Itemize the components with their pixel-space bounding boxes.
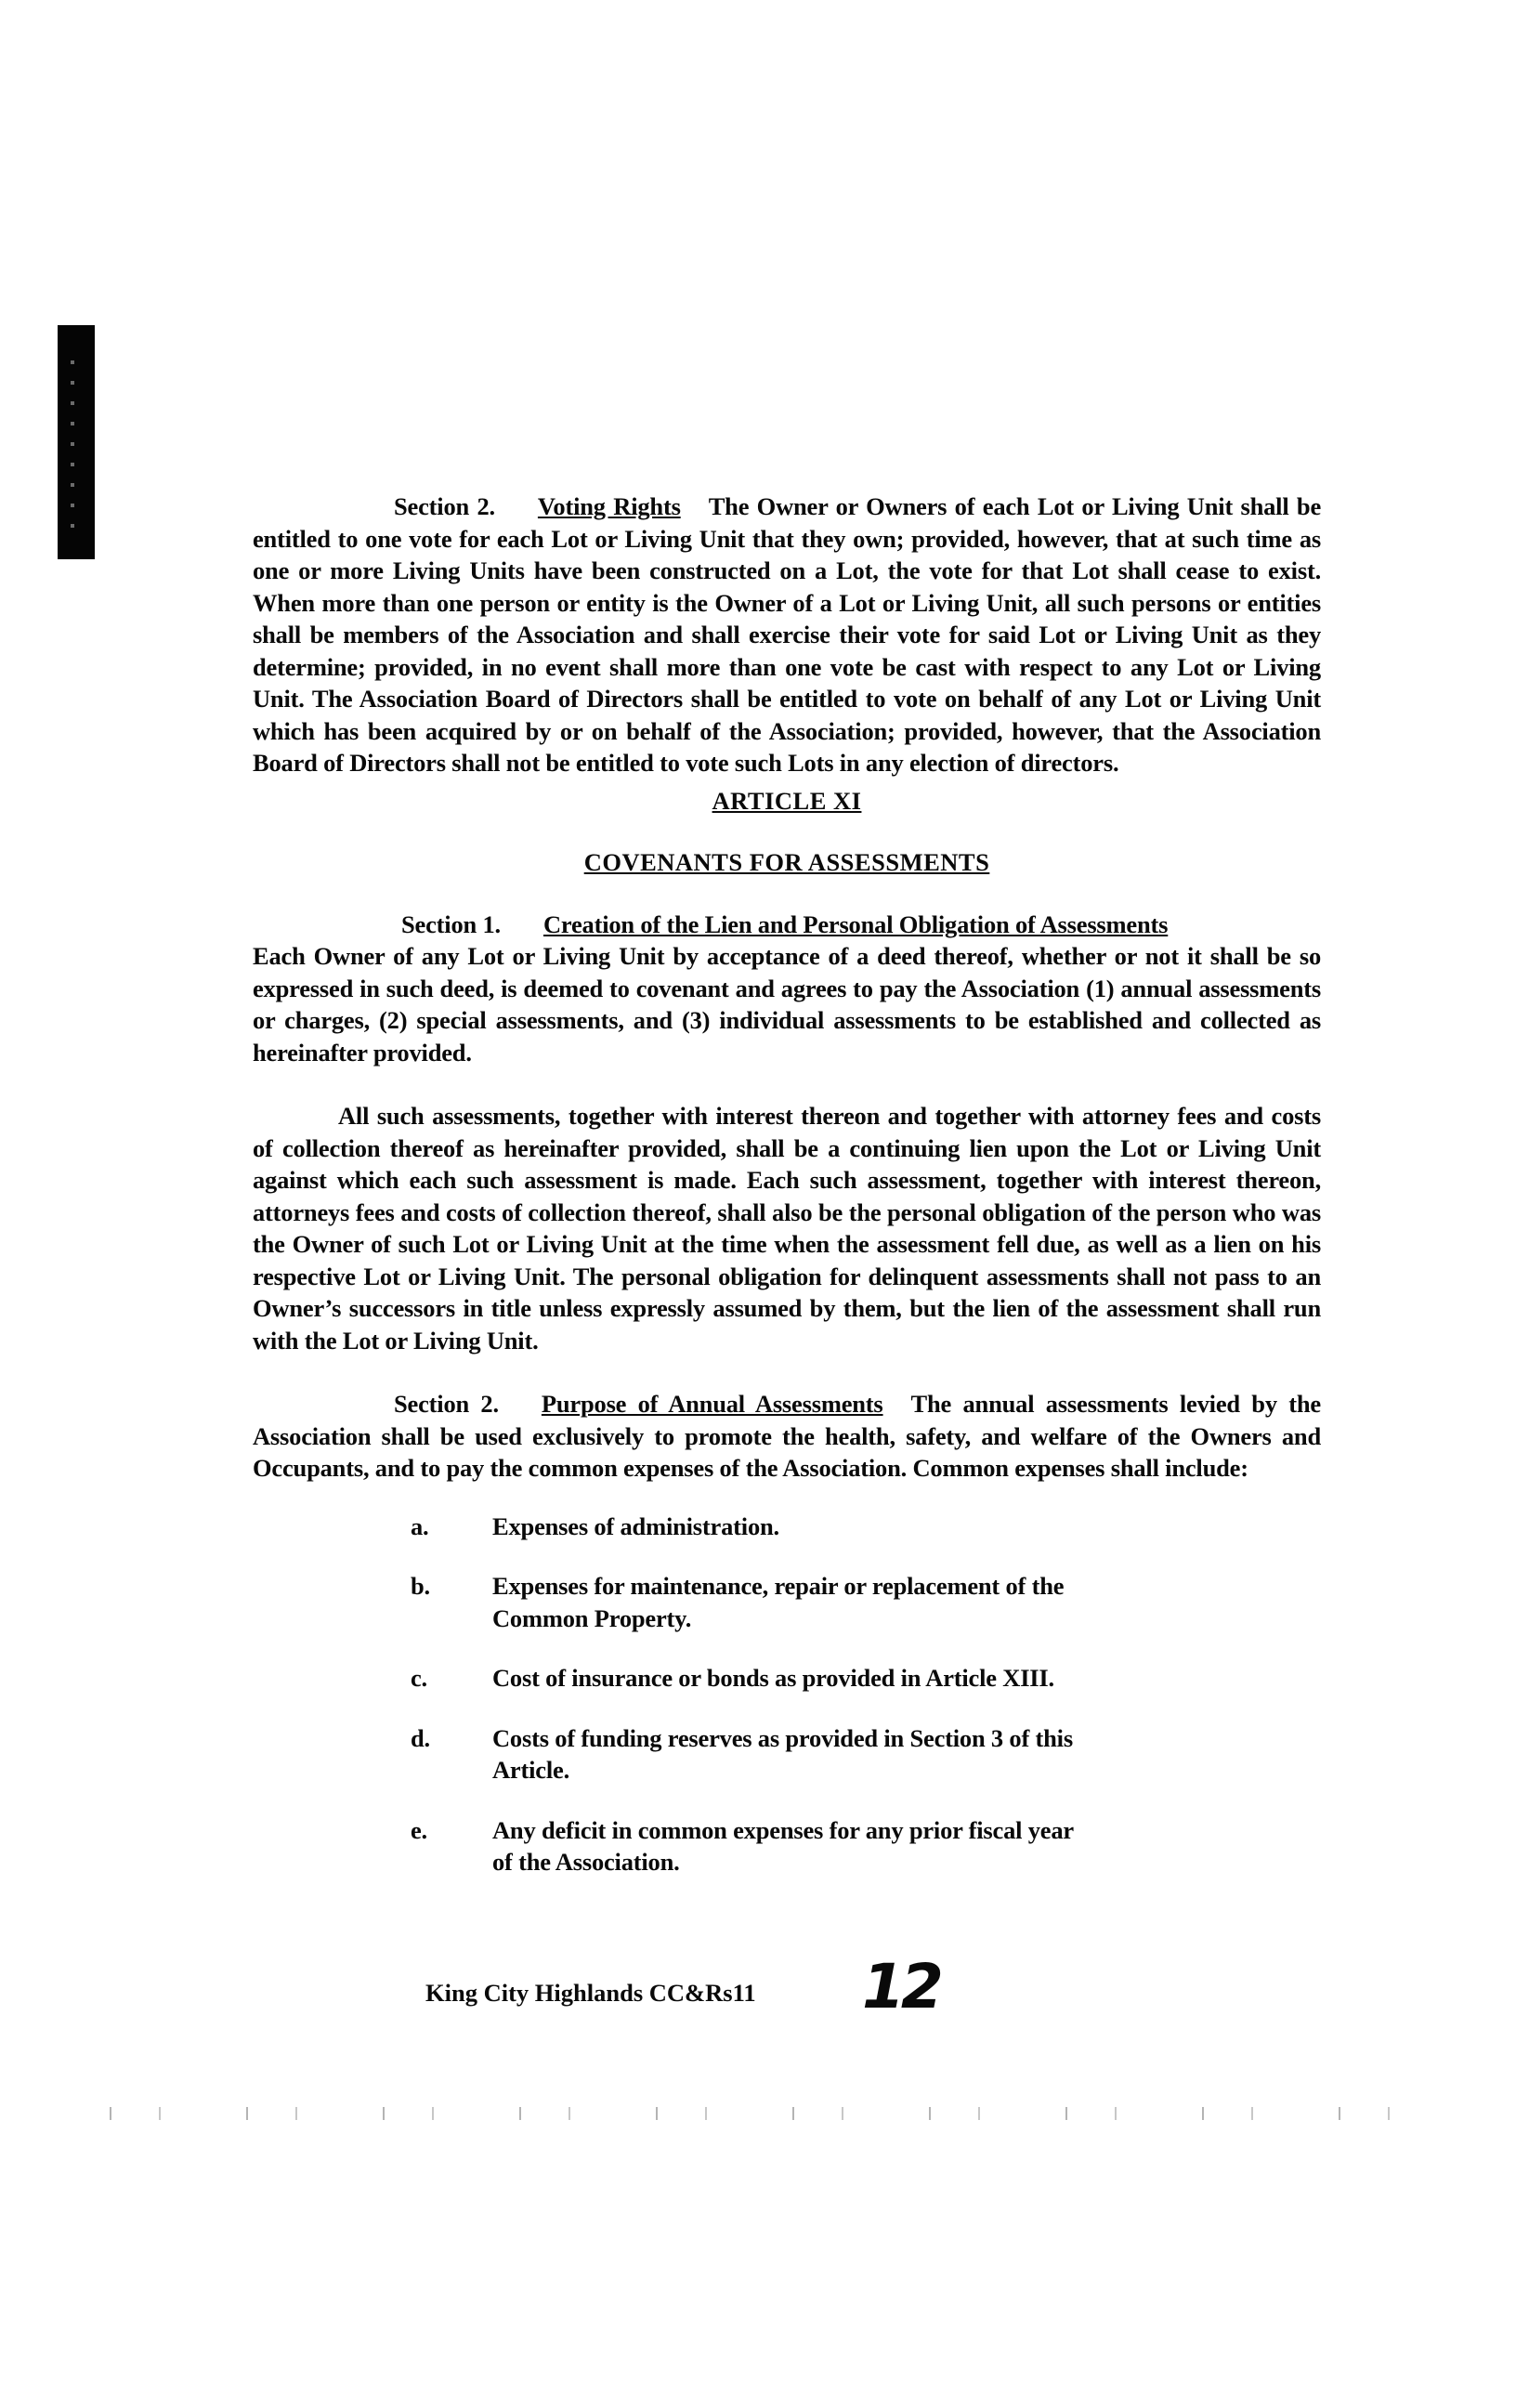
article-heading: ARTICLE XI — [712, 786, 862, 815]
list-item — [253, 1511, 1321, 1543]
section-label: Section 2. — [394, 1390, 499, 1418]
section-body: Each Owner of any Lot or Living Unit by acceptance of a deed thereof, whether or not it shall be so expressed in such deed, is deemed to covenant and agrees to pay the Association (1) annual assessments or charges, (2) special assessments, and (3) individual assessments to be established and collected as hereinafter provided. — [253, 942, 1321, 1067]
section-body: The annual assessments levied by the Association shall be used exclusively to promote the health, safety, and welfare of the Owners and Occupants, and to pay the common expenses of the Association. Common expenses shall include: — [253, 1390, 1321, 1482]
list-marker: d. — [411, 1723, 430, 1752]
list-item-text: Costs of funding reserves as provided in Section 3 of this Article. — [492, 1723, 1073, 1784]
list-item-text: Any deficit in common expenses for any prior fiscal year of the Association. — [492, 1815, 1074, 1876]
common-expenses-list — [253, 1511, 1321, 1878]
handwritten-page-number: 12 — [862, 1951, 940, 2022]
list-marker: c. — [411, 1664, 427, 1692]
voting-rights-paragraph — [253, 491, 1321, 779]
list-item-text: Expenses of administration. — [492, 1512, 779, 1540]
scan-margin-artifact — [58, 325, 95, 559]
section-2-paragraph — [253, 1388, 1321, 1485]
document-body — [253, 491, 1321, 1906]
list-marker: e. — [411, 1815, 427, 1844]
list-item-text: Cost of insurance or bonds as provided in Article XIII. — [492, 1664, 1054, 1692]
lien-paragraph: All such assessments, together with interest thereon and together with attorney fees and costs of collection thereof as hereinafter provided, shall be a continuing lien upon the Lot or Living Unit against which each such assessment is made. Each such assessment, together with interest thereon, attorneys fees and costs of collection thereof, shall also be the personal obligation of the person who was the Owner of such Lot or Living Unit at the time when the assessment fell due, as well as a lien on his respective Lot or Living Unit. The personal obligation for delinquent assessments shall not pass to an Owner’s successors in title unless expressly assumed by them, but the lien of the assessment shall run with the Lot or Living Unit. — [253, 1102, 1321, 1354]
list-item — [253, 1570, 1321, 1634]
section-title: Purpose of Annual Assessments — [541, 1390, 883, 1418]
list-marker: b. — [411, 1572, 430, 1600]
section-title: Voting Rights — [537, 492, 681, 520]
scan-noise-artifact — [74, 2107, 1468, 2120]
section-title: Creation of the Lien and Personal Obligation of Assessments — [542, 910, 1169, 938]
section-1-paragraph — [253, 909, 1321, 1069]
footer-document-name: King City Highlands CC&Rs11 — [425, 1979, 756, 2007]
article-subheading: COVENANTS FOR ASSESSMENTS — [583, 848, 990, 876]
list-item — [253, 1814, 1321, 1878]
list-item — [253, 1662, 1321, 1695]
section-label: Section 1. — [401, 910, 501, 938]
list-item — [253, 1722, 1321, 1786]
section-label: Section 2. — [394, 492, 495, 520]
list-marker: a. — [411, 1512, 429, 1540]
list-item-text: Expenses for maintenance, repair or replacement of the Common Property. — [492, 1572, 1065, 1632]
section-body: The Owner or Owners of each Lot or Living Unit shall be entitled to one vote for each Lot or Living Unit that they own; provided, however, that at such time as one or more Living Units have been constructed on a Lot, the vote for that Lot shall cease to exist. When more than one person or entity is the Owner of a Lot or Living Unit, all such persons or entities shall be members of the Association and shall exercise their vote for said Lot or Living Unit as they determine; provided, in no event shall more than one vote be cast with respect to any Lot or Living Unit. The Association Board of Directors shall be entitled to vote on behalf of any Lot or Living Unit which has been acquired by or on behalf of the Association; provided, however, that the Association Board of Directors shall not be entitled to vote such Lots in any election of directors. — [253, 492, 1322, 777]
